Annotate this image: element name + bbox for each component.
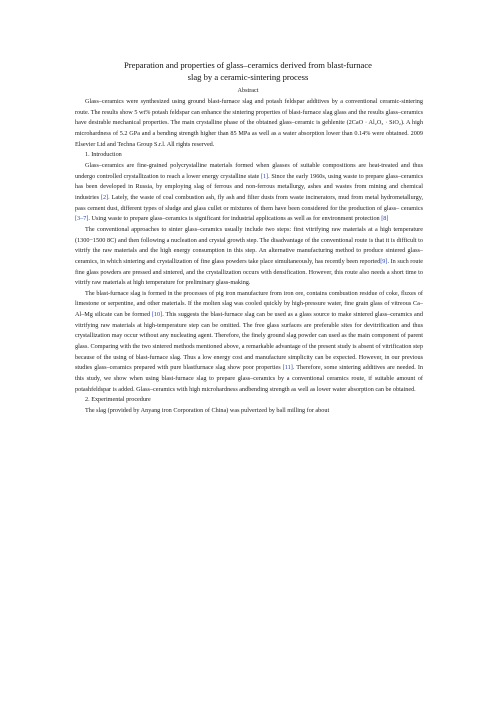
paper-title-line-2: slag by a ceramic-sintering process (187, 72, 309, 82)
intro-paragraph-2: The conventional approaches to sinter glass–ceramics usually include two steps: first vitrifying raw materials at a high temperature (1300−1500 8C) and then following a nucleation and crystal growth step. The disadvantage of the conventional route is that it is difficult to vitrify the raw materials and the high energy consumption in this step. An alternative manufacturing method to produce sintered glass–ceramics, in which sintering and crystallization of fine glass powders take place simultaneously, has recently been reported[9]. In such route fine glass powders are pressed and sintered, and the crystallization occurs with densification. However, this route also needs a short time to vitrify raw materials at high temperature for preliminary glass-making. (75, 225, 423, 287)
section-2-heading: 2. Experimental procedure (85, 396, 151, 404)
abstract-heading: Abstract (237, 87, 259, 94)
intro-paragraph-3: The blast-furnace slag is formed in the processes of pig iron manufacture from iron ore, contains combustion residue of coke, fluxes of limestone or serpentine, and other materials. If the molten slag was cooled quickly by high-pressure water, fine grain glass of vitreous Ca–Al–Mg silicate can be formed [10]. This suggests the blast-furnace slag can be used as a glass source to make sintered glass–ceramics and vitrifying raw materials at high-temperature step can be omitted. The free glass surfaces are preferable sites for devitrification and thus crystallization may occur without any nucleating agent. Therefore, the finely ground slag powder can used as the main component of parent glass. Comparing with the two sintered methods mentioned above, a remarkable advantage of the present study is absent of vitrification step because of the using of blast-furnace slag. Thus a low energy cost and manufacture simplicity can be expected. However, in our previous studies glass–ceramics prepared with pure blastfurnace slag show poor properties [11]. Therefore, some sintering additives are needed. In this study, we show when using blast-furnace slag to prepare glass–ceramics by a conventional ceramics route, if suitable amount of potashfeldspar is added. Glass–ceramics with high microhardness andbending strength as well as lower water absorption can be obtained. (75, 289, 423, 393)
citation-link[interactable]: [9] (380, 257, 388, 265)
body-text (75, 97, 423, 417)
citation-link[interactable]: [3–7] (75, 215, 89, 223)
intro-paragraph-1: Glass–ceramics are fine-grained polycrystalline materials formed when glasses of suitable compositions are heat-treated and thus undergo controlled crystallization to reach a lower energy crystalline state [1]. Since the early 1960s, using waste to prepare glass–ceramics has been developed in Russia, by employing slag of ferrous and non-ferrous metallurgy, ashes and wastes from mining and chemical industries [2]. Lately, the waste of coal combustion ash, fly ash and filter dusts from waste incinerators, mud from metal hydrometallurgy, pass cement dust, different types of sludge and glass cullet or mixtures of them have been considered for the production of glass– ceramics [3–7]. Using waste to prepare glass–ceramics is significant for industrial applications as well as for environment protection [8] (75, 161, 424, 223)
citation-link[interactable]: [8] (381, 215, 389, 223)
citation-link[interactable]: [11] (282, 364, 293, 372)
abstract-paragraph: Glass–ceramics were synthesized using ground blast-furnace slag and potash feldspar additives by a conventional ceramic-sintering route. The results show 5 wt% potash feldspar can enhance the sintering properties of blast-furnace slag glass and the results glass–ceramics have desirable mechanical properties. The main crystalline phase of the obtained glass–ceramic is gehlenite (2CaO · Al₂O₃ · SiO₂). A high microhardness of 5.2 GPa and a bending strength higher than 85 MPa as well as a water absorption lower than 0.14% were obtained. 2009 Elsevier Ltd and Techna Group S.r.l. All rights reserved. (75, 98, 423, 148)
experimental-paragraph: The slag (provided by Anyang iron Corporation of China) was pulverized by ball milling for about (85, 407, 330, 415)
section-1-heading: 1. Introduction (85, 151, 122, 159)
paper-title-line-1: Preparation and properties of glass–ceramics derived from blast-furnace (124, 60, 372, 70)
citation-link[interactable]: [2] (100, 193, 109, 201)
citation-link[interactable]: [1] (260, 172, 269, 180)
citation-link[interactable]: [10] (151, 311, 163, 319)
